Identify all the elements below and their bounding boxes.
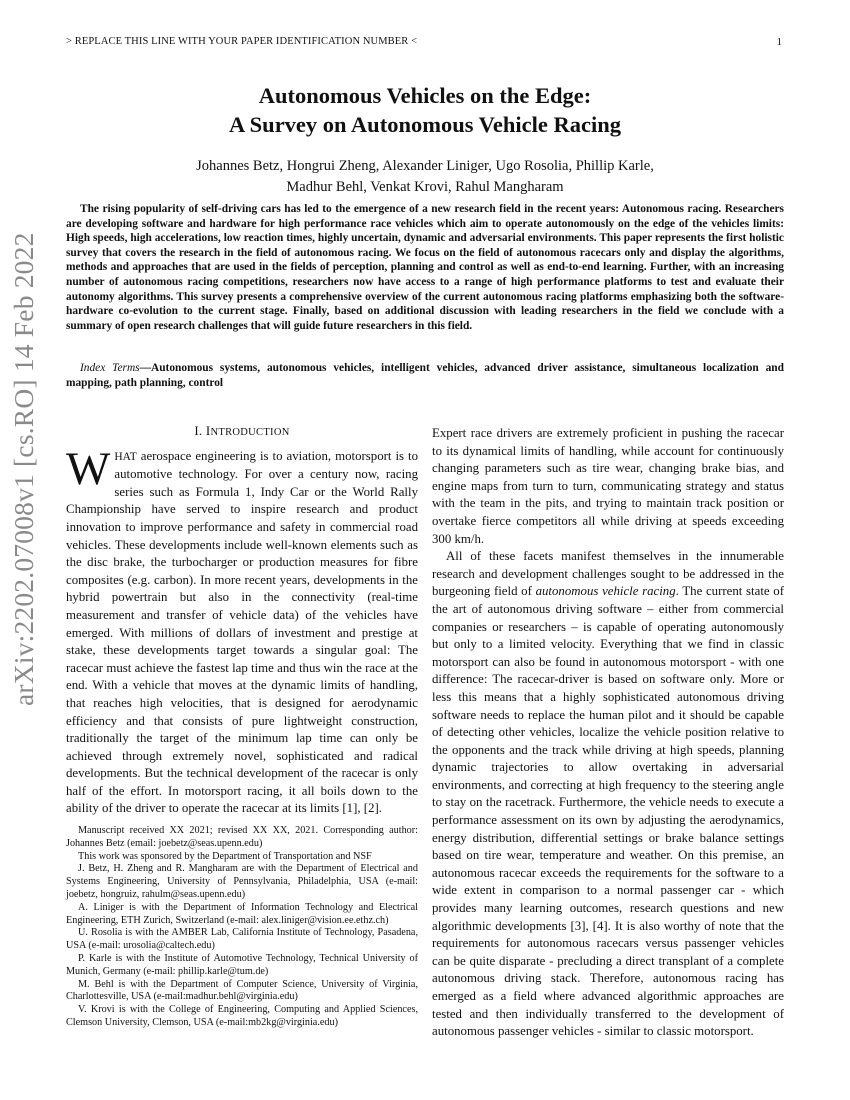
section-number: I.	[194, 424, 206, 438]
abstract: The rising popularity of self-driving cars has led to the emergence of a new research field in the recent years: Autonomous racing. Researchers are developing software and hardware for high performance race vehicles which aim to operate autonomously on the edge of the vehicles limits: High speeds, high accelerations, low reaction times, highly uncertain, dynamic and adversarial environments. This paper represents the first holistic survey that covers the research in the field of autonomous racing. We focus on the field of autonomous racecars only and display the algorithms, methods and approaches that are used in the fields of perception, planning and control as well as end-to-end learning. Further, with an increasing number of autonomous racing competitions, researchers now have access to a range of high performance platforms to test and evaluate their autonomy algorithms. This survey presents a comprehensive overview of the current autonomous racing platforms emphasizing both the software-hardware co-evolution to the current stage. Finally, based on additional discussion with leading researchers in the field we conclude with a summary of open research challenges that will guide future researchers in this field.	[66, 203, 784, 332]
footnote: A. Liniger is with the Department of Information Technology and Electrical Engineering, ETH Zurich, Switzerland (e-mail: alex.liniger@vision.ee.ethz.ch)	[66, 901, 418, 926]
running-header: > REPLACE THIS LINE WITH YOUR PAPER IDENTIFICATION NUMBER <	[66, 36, 418, 47]
authors-line-2: Madhur Behl, Venkat Krovi, Rahul Mangharam	[286, 179, 564, 195]
title-line-1: Autonomous Vehicles on the Edge:	[258, 83, 592, 108]
authors-line-1: Johannes Betz, Hongrui Zheng, Alexander Liniger, Ugo Rosolia, Phillip Karle,	[196, 158, 654, 174]
intro-paragraph-1-text: aerospace engineering is to aviation, motorsport is to automotive technology. For over a century now, racing series such as Formula 1, Indy Car or the World Rally Championship have served to inspire research and product innovation to improve performance and safety in commercial road vehicles. These developments include well-known elements such as the disc brake, the turbocharger or production measures for fibre composites (e.g. carbon). In more recent years, developments in the hybrid powertrain but also in the connectivity (real-time measurement and transfer of vehicle data) of the vehicles have emerged. With millions of dollars of investment and prestige at stake, these developments target towards a singular goal: The racecar must achieve the fastest lap time and thus win the race at the end. With a vehicle that moves at the dynamic limits of handling, that reaches high velocities, that is designed for aerodynamic efficiency and that consists of pure lightweight construction, traditionally the target of the minimum lap time can only be achieved through extremely novel, sophisticated and radical developments. But the technical development of the racecar is only half of the effort. In motorsport racing, it all boils down to the ability of the driver to operate the racecar at its limits [1], [2].	[66, 448, 418, 816]
index-terms	[66, 361, 784, 390]
title-line-2: A Survey on Autonomous Vehicle Racing	[229, 112, 621, 137]
page-number: 1	[776, 36, 782, 48]
footnote: U. Rosolia is with the AMBER Lab, California Institute of Technology, Pasadena, USA (e-mail: urosolia@caltech.edu)	[66, 927, 418, 952]
index-terms-text: —Autonomous systems, autonomous vehicles, intelligent vehicles, advanced driver assistance, simultaneous localization and mapping, path planning, control	[66, 362, 784, 389]
right-column	[432, 425, 784, 1041]
footnote: P. Karle is with the Institute of Automotive Technology, Technical University of Munich, Germany (e-mail: phillip.karle@tum.de)	[66, 952, 418, 977]
section-title-rest: NTRODUCTION	[210, 427, 290, 438]
intro-first-word: HAT	[114, 450, 137, 463]
emphasis-autonomous-vehicle-racing: autonomous vehicle racing	[535, 584, 676, 599]
intro-paragraph-1	[66, 442, 418, 818]
arxiv-watermark: arXiv:2202.07008v1 [cs.RO] 14 Feb 2022	[8, 232, 39, 706]
footnote: J. Betz, H. Zheng and R. Mangharam are with the Department of Electrical and Systems Engineering, University of Pennsylvania, Philadelphia, USA (e-mail: joebetz, hongruiz, rahulm@seas.upenn.edu)	[66, 863, 418, 900]
right-paragraph-2-end: . The current state of the art of autonomous driving software – either from commercial companies or researchers – is capable of operating autonomously but only to a limited velocity. Everything that we find in classic motorsport can also be found in autonomous motorsport - with one difference: The racecar-driver is based on software only. More or less this means that a highly sophisticated autonomous driving software needs to replace the human pilot and it should be capable of detecting other vehicles, localize the vehicle position relative to the opponents and the track while driving at high speeds, planning dynamic trajectories to allow overtaking in adversarial environments, and correcting at high frequency to the steering angle to stay on the racetrack. Furthermore, the vehicle needs to execute a performance assessment on its own by adjusting the aerodynamics, energy distribution, differential settings or brake balance settings based on tire wear, temperature and weather. On this premise, an autonomous racecar exceeds the requirements for the software to a wide extent in comparison to a normal passenger car - which provides many learning outcomes, research questions and new algorithmic developments [3], [4]. It is also worthy of note that the requirements for autonomous racecars versus passenger vehicles can be quite disparate - precluding a direct transplant of a complete autonomous driving stack. Therefore, autonomous racing has emerged as a field where advanced algorithmic approaches are tested and then individually transferred to the development of autonomous passenger vehicles - similar to classic motorsport.	[432, 584, 784, 1039]
right-paragraph-2-start: All of these facets manifest themselves in the innumerable research and development challenges sought to be addressed in the burgeoning field of	[432, 549, 784, 599]
index-terms-label: Index Terms	[80, 362, 140, 374]
footnote: Manuscript received XX 2021; revised XX XX, 2021. Corresponding author: Johannes Betz (email: joebetz@seas.upenn.edu)	[66, 825, 418, 849]
left-column	[66, 423, 418, 818]
right-paragraph-2	[432, 548, 784, 1041]
author-list	[66, 156, 784, 198]
footnote: M. Behl is with the Department of Computer Science, University of Virginia, Charlottesville, USA (e-mail:madhur.behl@virginia.edu)	[66, 978, 418, 1003]
footnote: V. Krovi is with the College of Engineering, Computing and Applied Sciences, Clemson University, Clemson, USA (e-mail:mb2kg@virginia.edu)	[66, 1004, 418, 1028]
footnotes	[66, 825, 418, 1030]
paper-title	[66, 81, 784, 139]
section-heading-introduction	[66, 423, 418, 442]
footnote: This work was sponsored by the Department of Transportation and NSF	[78, 850, 372, 862]
drop-cap: W	[66, 442, 111, 495]
section-title-first: I	[205, 424, 211, 438]
right-paragraph-1: Expert race drivers are extremely proficient in pushing the racecar to its dynamical limits of handling, while account for continuously changing parameters such as tire wear, changing brake bias, and engine maps from turn to turn, communicating strategy and status with the team in the pits, and trying to maintain track position or overtake fierce competitors all while driving at speeds exceeding 300 km/h.	[432, 426, 784, 546]
